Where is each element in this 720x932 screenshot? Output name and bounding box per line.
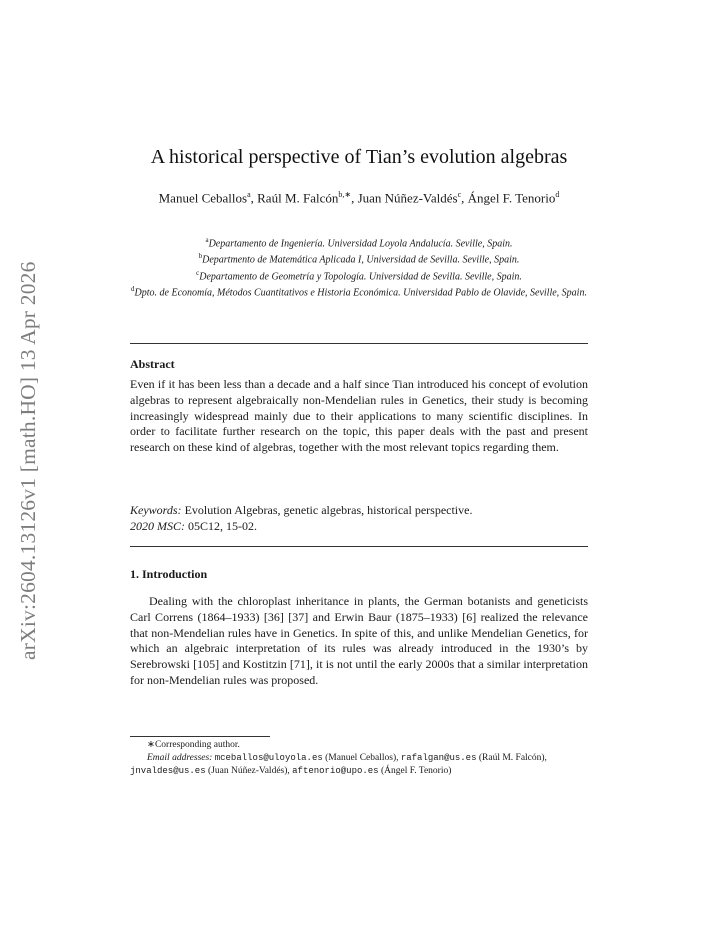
msc-line [130,518,588,534]
introduction-paragraph: Dealing with the chloroplast inheritance in plants, the German botanists and geneticists Carl Correns (1864–1933) [36] [37] and Erwin Baur (1875–1933) [6] realized the relevance that non-Mendelian rules have in Genetics. In spite of this, and unlike Mendelian Genetics, for which an algebraic interpretation of its rules was already introduced in the 1930’s by Serebrowski [105] and Kostitzin [71], it is not until the early 2000s that a similar interpretation for non-Mendelian rules was proposed. [130,594,588,687]
author-separator: , [351,190,358,206]
affiliation-text: Dpto. de Economía, Métodos Cuantitativos e Historia Económica. Universidad Pablo de Olavide, Seville, Spain. [134,287,587,299]
author-affiliation-mark: b,∗ [338,190,352,199]
affiliation-text: Departmento de Matemática Aplicada I, Universidad de Sevilla. Seville, Spain. [202,254,520,266]
affiliation-text: Departamento de Geometría y Topología. Universidad de Sevilla. Seville, Spain. [199,270,522,282]
msc-text: 05C12, 15-02. [188,519,257,533]
msc-label: 2020 MSC: [130,519,185,533]
abstract-heading: Abstract [130,357,175,371]
affiliation-mark: d [131,284,135,293]
email-owner: (Raúl M. Falcón), [478,753,547,763]
arxiv-identifier[interactable]: arXiv:2604.13126v1 [math.HO] 13 Apr 2026 [16,261,40,660]
keywords-line [130,502,588,518]
abstract-body: Even if it has been less than a decade and a half since Tian introduced his concept of evolution algebras to represent algebraically non-Mendelian rules in Genetics, their study is becoming increasingly widespread mainly due to their applications to many scientific disciplines. In order to facilitate further research on the topic, this paper deals with the past and present research on these kind of algebras, together with the most relevant topics regarding them. [130,377,588,455]
footnote [130,739,588,778]
affiliation-mark: c [196,268,200,277]
author-name: Ángel F. Tenorio [467,190,556,206]
affiliation [130,250,588,266]
section-heading-introduction: 1. Introduction [130,567,208,581]
email-link[interactable]: aftenorio@upo.es [292,766,379,776]
footnote-rule [130,736,270,737]
email-addresses [130,752,588,778]
affiliation [130,267,588,283]
abstract-top-rule [130,343,588,344]
affiliation-text: Departamento de Ingeniería. Universidad Loyola Andalucía. Seville, Spain. [208,238,513,250]
author-name: Juan Núñez-Valdés [357,190,458,206]
affiliation [130,234,588,250]
email-owner: (Manuel Ceballos), [325,753,401,763]
email-link[interactable]: jnvaldes@us.es [130,766,206,776]
affiliation-mark: b [198,252,203,261]
paper-title: A historical perspective of Tian’s evolution algebras [150,146,568,168]
affiliation-mark: a [205,236,209,244]
email-link[interactable]: rafalgan@us.es [400,753,477,763]
author-name: Manuel Ceballos [158,190,248,206]
corresponding-author-note: ∗Corresponding author. [147,740,240,750]
author-affiliation-mark: d [555,190,560,199]
author-separator: , [250,190,258,206]
author-separator: , [461,190,468,206]
email-label: Email addresses: [147,753,213,763]
keywords-text: Evolution Algebras, genetic algebras, historical perspective. [184,503,473,517]
email-link[interactable]: mceballos@uloyola.es [214,753,323,763]
author-affiliation-mark: c [457,190,462,199]
author-affiliation-mark: a [247,190,251,199]
author-list [140,186,578,206]
keywords-label: Keywords: [130,503,182,517]
affiliation-list [130,234,588,299]
affiliation [130,283,588,299]
email-owner: (Juan Núñez-Valdés), [208,766,293,776]
email-owner: (Ángel F. Tenorio) [380,766,452,776]
abstract-bottom-rule [130,546,588,547]
author-name: Raúl M. Falcón [257,190,339,206]
